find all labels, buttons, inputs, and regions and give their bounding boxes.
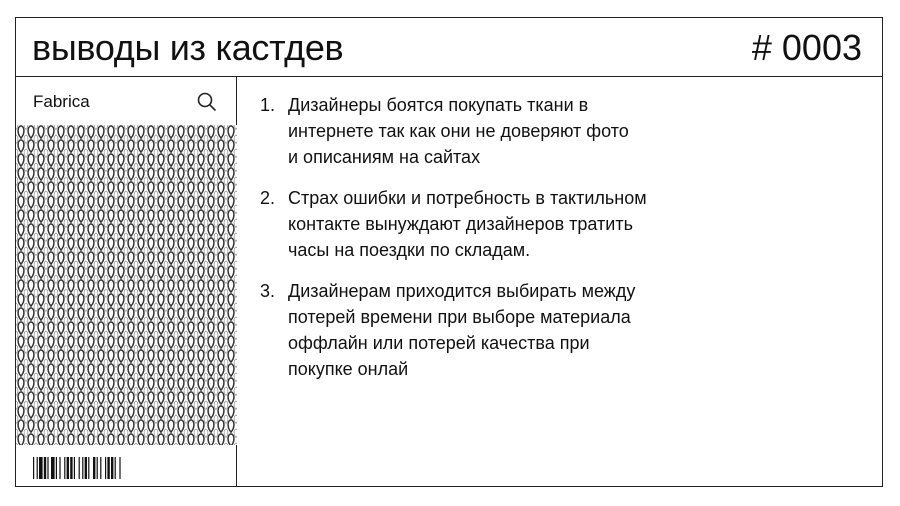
fabric-texture-image — [16, 125, 237, 445]
search-icon[interactable] — [196, 91, 218, 113]
list-item-text: Страх ошибки и потребность в тактильном контакте вынуждают дизайнеров тратить часы на поездки по складам. — [288, 188, 647, 260]
product-card-header — [16, 77, 236, 125]
list-item: 2. Страх ошибки и потребность в тактильном контакте вынуждают дизайнеров тратить часы на поездки по складам. — [260, 185, 780, 263]
brand-name: Fabrica — [33, 92, 90, 111]
slide-number: # 0003 — [751, 27, 862, 68]
list-item: 1. Дизайнеры боятся покупать ткани в интернете так как они не доверяют фото и описаниям на сайтах — [260, 92, 780, 170]
list-item-text: Дизайнерам приходится выбирать между потерей времени при выборе материала оффлайн или потерей качества при покупке онлай — [288, 281, 636, 379]
barcode — [33, 457, 209, 479]
list-item: 3. Дизайнерам приходится выбирать между потерей времени при выборе материала оффлайн или потерей качества при покупке онлай — [260, 278, 780, 382]
card-frame — [15, 17, 883, 487]
product-card — [16, 77, 237, 486]
page-title: выводы из кастдев — [32, 27, 344, 68]
list-item-text: Дизайнеры боятся покупать ткани в интернете так как они не доверяют фото и описаниям на сайтах — [288, 95, 629, 167]
findings-list — [260, 92, 780, 397]
header — [16, 18, 882, 77]
